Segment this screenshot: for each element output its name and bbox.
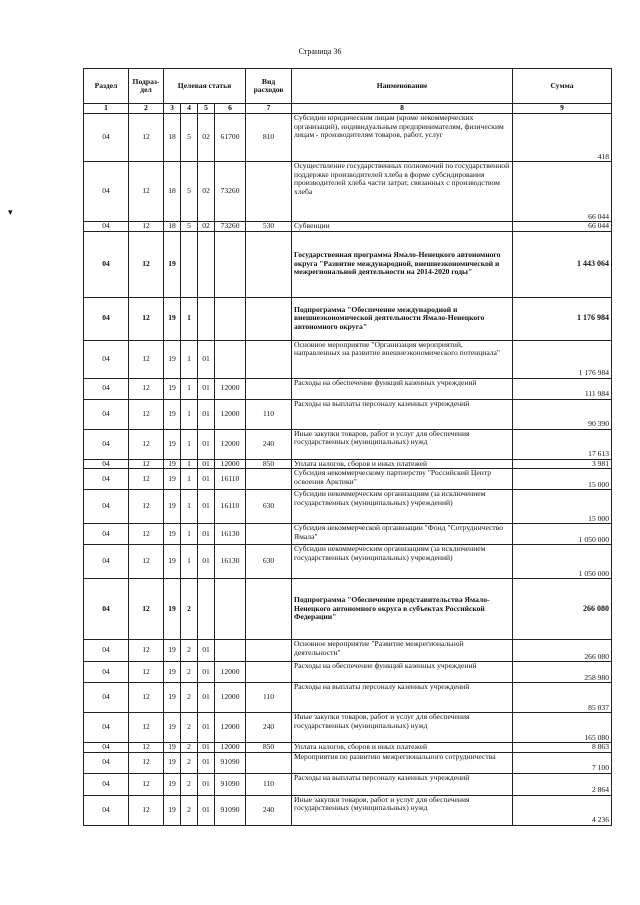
cell-direction: 73260 bbox=[215, 222, 246, 232]
cell-expense-type: 850 bbox=[246, 743, 292, 753]
cell-subprogram: 2 bbox=[181, 662, 198, 683]
cell-program: 18 bbox=[164, 114, 181, 162]
cell-activity: 01 bbox=[198, 459, 215, 469]
cell-name: Мероприятия по развитию межрегионального сотрудничества bbox=[292, 752, 513, 773]
column-number: 1 bbox=[84, 104, 129, 114]
cell-direction: 12000 bbox=[215, 743, 246, 753]
cell-expense-type bbox=[246, 579, 292, 640]
cell-expense-type bbox=[246, 469, 292, 490]
cell-direction: 12000 bbox=[215, 378, 246, 399]
cell-activity: 02 bbox=[198, 162, 215, 222]
cell-razdel: 04 bbox=[84, 222, 129, 232]
cell-program: 19 bbox=[164, 795, 181, 825]
cell-direction bbox=[215, 297, 246, 340]
cell-direction: 12000 bbox=[215, 683, 246, 713]
cell-subprogram: 1 bbox=[181, 399, 198, 429]
cell-expense-type bbox=[246, 640, 292, 662]
header-podrazdel: Подраз-дел bbox=[129, 69, 164, 104]
cell-name: Расходы на обеспечение функций казенных учреждений bbox=[292, 662, 513, 683]
cell-subprogram: 5 bbox=[181, 162, 198, 222]
cell-program: 19 bbox=[164, 399, 181, 429]
cell-direction: 12000 bbox=[215, 429, 246, 459]
cell-name: Расходы на выплаты персоналу казенных учреждений bbox=[292, 683, 513, 713]
cell-razdel: 04 bbox=[84, 297, 129, 340]
cell-activity: 01 bbox=[198, 340, 215, 378]
table-row bbox=[84, 752, 612, 773]
table-row bbox=[84, 222, 612, 232]
cell-activity: 01 bbox=[198, 469, 215, 490]
cell-subprogram: 2 bbox=[181, 752, 198, 773]
cell-razdel: 04 bbox=[84, 490, 129, 524]
cell-subprogram: 1 bbox=[181, 459, 198, 469]
cell-program: 19 bbox=[164, 579, 181, 640]
cell-expense-type bbox=[246, 297, 292, 340]
cell-name: Субвенции bbox=[292, 222, 513, 232]
table-row bbox=[84, 640, 612, 662]
page-number-label: Страница 36 bbox=[298, 47, 342, 56]
cell-name: Субсидии некоммерческим организациям (за исключением государственных (муниципальных) учреждений) bbox=[292, 545, 513, 579]
cell-activity: 01 bbox=[198, 773, 215, 795]
table-row bbox=[84, 524, 612, 545]
cell-program: 18 bbox=[164, 222, 181, 232]
cell-name: Расходы на обеспечение функций казенных учреждений bbox=[292, 378, 513, 399]
cell-razdel: 04 bbox=[84, 752, 129, 773]
column-numbers-row bbox=[84, 104, 612, 114]
cell-name: Иные закупки товаров, работ и услуг для обеспечения государственных (муниципальных) нужд bbox=[292, 713, 513, 743]
cell-subprogram: 1 bbox=[181, 297, 198, 340]
column-number: 5 bbox=[198, 104, 215, 114]
cell-activity: 02 bbox=[198, 222, 215, 232]
cell-sum: 1 443 064 bbox=[513, 231, 612, 297]
cell-direction: 12000 bbox=[215, 399, 246, 429]
cell-program: 19 bbox=[164, 469, 181, 490]
column-number: 7 bbox=[246, 104, 292, 114]
cell-subprogram: 1 bbox=[181, 469, 198, 490]
cell-program: 19 bbox=[164, 524, 181, 545]
cell-podrazdel: 12 bbox=[129, 340, 164, 378]
cell-expense-type: 530 bbox=[246, 222, 292, 232]
cell-sum: 90 390 bbox=[513, 399, 612, 429]
cell-expense-type bbox=[246, 524, 292, 545]
cell-razdel: 04 bbox=[84, 469, 129, 490]
table-row bbox=[84, 545, 612, 579]
cell-expense-type: 810 bbox=[246, 114, 292, 162]
cell-name: Иные закупки товаров, работ и услуг для обеспечения государственных (муниципальных) нужд bbox=[292, 429, 513, 459]
cell-name: Субсидия некоммерческому партнерству "Российский Центр освоения Арктики" bbox=[292, 469, 513, 490]
table-row bbox=[84, 683, 612, 713]
cell-activity: 01 bbox=[198, 662, 215, 683]
cell-subprogram: 2 bbox=[181, 713, 198, 743]
cell-program: 19 bbox=[164, 752, 181, 773]
cell-direction: 12000 bbox=[215, 459, 246, 469]
cell-direction bbox=[215, 340, 246, 378]
cell-activity: 01 bbox=[198, 713, 215, 743]
table-row bbox=[84, 795, 612, 825]
cell-name: Субсидии юридическим лицам (кроме некоммерческих организаций), индивидуальным предпринимателям, физическим лицам - производителям товаров, работ, услуг bbox=[292, 114, 513, 162]
cell-sum: 111 984 bbox=[513, 378, 612, 399]
table-row bbox=[84, 297, 612, 340]
cell-sum: 85 037 bbox=[513, 683, 612, 713]
cell-program: 19 bbox=[164, 662, 181, 683]
cell-activity: 01 bbox=[198, 490, 215, 524]
cell-activity: 01 bbox=[198, 545, 215, 579]
cell-expense-type: 110 bbox=[246, 773, 292, 795]
budget-table bbox=[83, 68, 612, 826]
cell-program: 19 bbox=[164, 640, 181, 662]
cell-direction bbox=[215, 579, 246, 640]
cell-program: 19 bbox=[164, 297, 181, 340]
cell-podrazdel: 12 bbox=[129, 524, 164, 545]
header-razdel: Раздел bbox=[84, 69, 129, 104]
cell-name: Уплата налогов, сборов и иных платежей bbox=[292, 459, 513, 469]
cell-sum: 2 864 bbox=[513, 773, 612, 795]
cell-expense-type: 630 bbox=[246, 545, 292, 579]
table-row bbox=[84, 378, 612, 399]
cell-name: Иные закупки товаров, работ и услуг для обеспечения государственных (муниципальных) нужд bbox=[292, 795, 513, 825]
cell-program: 19 bbox=[164, 429, 181, 459]
cell-activity: 01 bbox=[198, 640, 215, 662]
cell-program: 19 bbox=[164, 683, 181, 713]
cell-name: Осуществление государственных полномочий по государственной поддержке производителей хлеба в форме субсидирования производителей хлеба части затрат, связанных с производством хлеба bbox=[292, 162, 513, 222]
cell-podrazdel: 12 bbox=[129, 490, 164, 524]
table-row bbox=[84, 162, 612, 222]
cell-expense-type: 240 bbox=[246, 429, 292, 459]
cell-expense-type: 240 bbox=[246, 795, 292, 825]
cell-subprogram: 1 bbox=[181, 545, 198, 579]
header-sum: Сумма bbox=[513, 69, 612, 104]
cell-razdel: 04 bbox=[84, 683, 129, 713]
cell-program: 19 bbox=[164, 490, 181, 524]
column-number: 8 bbox=[292, 104, 513, 114]
cell-activity: 01 bbox=[198, 752, 215, 773]
cell-razdel: 04 bbox=[84, 399, 129, 429]
cell-activity bbox=[198, 297, 215, 340]
table-row bbox=[84, 399, 612, 429]
cell-sum: 418 bbox=[513, 114, 612, 162]
table-row bbox=[84, 743, 612, 753]
cell-expense-type bbox=[246, 231, 292, 297]
cell-direction: 12000 bbox=[215, 713, 246, 743]
cell-direction: 16130 bbox=[215, 545, 246, 579]
header-target-article: Целевая статья bbox=[164, 69, 246, 104]
cell-activity: 01 bbox=[198, 378, 215, 399]
column-number: 2 bbox=[129, 104, 164, 114]
cell-sum: 8 863 bbox=[513, 743, 612, 753]
cell-program: 19 bbox=[164, 459, 181, 469]
cell-razdel: 04 bbox=[84, 114, 129, 162]
column-number: 3 bbox=[164, 104, 181, 114]
cell-sum: 258 980 bbox=[513, 662, 612, 683]
cell-razdel: 04 bbox=[84, 545, 129, 579]
cell-activity: 01 bbox=[198, 743, 215, 753]
cell-activity: 01 bbox=[198, 524, 215, 545]
cell-expense-type bbox=[246, 752, 292, 773]
cell-subprogram bbox=[181, 231, 198, 297]
cell-subprogram: 1 bbox=[181, 524, 198, 545]
cell-podrazdel: 12 bbox=[129, 429, 164, 459]
cell-direction bbox=[215, 231, 246, 297]
cell-subprogram: 1 bbox=[181, 340, 198, 378]
cell-direction: 12000 bbox=[215, 662, 246, 683]
cell-podrazdel: 12 bbox=[129, 713, 164, 743]
column-number: 6 bbox=[215, 104, 246, 114]
cell-name: Подпрограмма "Обеспечение международной и внешнеэкономической деятельности Ямало-Ненецкого автономного округа" bbox=[292, 297, 513, 340]
cell-podrazdel: 12 bbox=[129, 162, 164, 222]
header-name: Наименование bbox=[292, 69, 513, 104]
cell-razdel: 04 bbox=[84, 640, 129, 662]
cell-activity: 01 bbox=[198, 429, 215, 459]
cell-sum: 1 176 984 bbox=[513, 340, 612, 378]
cell-name: Расходы на выплаты персоналу казенных учреждений bbox=[292, 773, 513, 795]
cell-podrazdel: 12 bbox=[129, 545, 164, 579]
cell-razdel: 04 bbox=[84, 459, 129, 469]
cell-sum: 3 981 bbox=[513, 459, 612, 469]
cell-razdel: 04 bbox=[84, 340, 129, 378]
cell-direction: 73260 bbox=[215, 162, 246, 222]
cell-activity: 01 bbox=[198, 683, 215, 713]
table-row bbox=[84, 469, 612, 490]
table-row bbox=[84, 579, 612, 640]
table-row bbox=[84, 231, 612, 297]
cell-direction: 16130 bbox=[215, 524, 246, 545]
cell-activity: 01 bbox=[198, 795, 215, 825]
cell-name: Государственная программа Ямало-Ненецкого автономного округа "Развитие международной, внешнеэкономической и межрегиональной деятельности на 2014-2020 годы" bbox=[292, 231, 513, 297]
cell-sum: 266 080 bbox=[513, 640, 612, 662]
cell-podrazdel: 12 bbox=[129, 469, 164, 490]
cell-name: Субсидии некоммерческим организациям (за исключением государственных (муниципальных) учреждений) bbox=[292, 490, 513, 524]
cell-podrazdel: 12 bbox=[129, 752, 164, 773]
cell-program: 18 bbox=[164, 162, 181, 222]
cell-sum: 7 100 bbox=[513, 752, 612, 773]
cell-podrazdel: 12 bbox=[129, 399, 164, 429]
cell-sum: 4 236 bbox=[513, 795, 612, 825]
cell-podrazdel: 12 bbox=[129, 773, 164, 795]
cell-name: Подпрограмма "Обеспечение представительства Ямало-Ненецкого автономного округа в субъектах Российской Федерации" bbox=[292, 579, 513, 640]
cell-name: Основное мероприятие "Организация мероприятий, направленных на развитие внешнеэкономического потенциала" bbox=[292, 340, 513, 378]
cell-expense-type bbox=[246, 378, 292, 399]
cell-podrazdel: 12 bbox=[129, 683, 164, 713]
cell-expense-type bbox=[246, 662, 292, 683]
cell-program: 19 bbox=[164, 231, 181, 297]
cell-sum: 17 613 bbox=[513, 429, 612, 459]
cell-activity: 02 bbox=[198, 114, 215, 162]
cell-expense-type bbox=[246, 162, 292, 222]
margin-mark: ▾ bbox=[8, 207, 13, 217]
cell-podrazdel: 12 bbox=[129, 459, 164, 469]
cell-direction: 61700 bbox=[215, 114, 246, 162]
table-row bbox=[84, 114, 612, 162]
cell-subprogram: 2 bbox=[181, 743, 198, 753]
table-row bbox=[84, 340, 612, 378]
cell-subprogram: 1 bbox=[181, 378, 198, 399]
cell-podrazdel: 12 bbox=[129, 662, 164, 683]
cell-podrazdel: 12 bbox=[129, 579, 164, 640]
cell-name: Расходы на выплаты персоналу казенных учреждений bbox=[292, 399, 513, 429]
cell-program: 19 bbox=[164, 773, 181, 795]
cell-subprogram: 2 bbox=[181, 795, 198, 825]
cell-razdel: 04 bbox=[84, 743, 129, 753]
cell-razdel: 04 bbox=[84, 524, 129, 545]
cell-podrazdel: 12 bbox=[129, 222, 164, 232]
cell-activity: 01 bbox=[198, 399, 215, 429]
cell-podrazdel: 12 bbox=[129, 114, 164, 162]
cell-subprogram: 2 bbox=[181, 579, 198, 640]
cell-razdel: 04 bbox=[84, 662, 129, 683]
table-row bbox=[84, 662, 612, 683]
cell-subprogram: 2 bbox=[181, 640, 198, 662]
cell-program: 19 bbox=[164, 713, 181, 743]
cell-sum: 1 050 000 bbox=[513, 545, 612, 579]
cell-subprogram: 5 bbox=[181, 114, 198, 162]
cell-razdel: 04 bbox=[84, 795, 129, 825]
cell-expense-type: 240 bbox=[246, 713, 292, 743]
cell-expense-type: 110 bbox=[246, 399, 292, 429]
cell-program: 19 bbox=[164, 743, 181, 753]
cell-subprogram: 2 bbox=[181, 683, 198, 713]
cell-razdel: 04 bbox=[84, 231, 129, 297]
cell-sum: 15 000 bbox=[513, 469, 612, 490]
cell-name: Основное мероприятие "Развитие межрегиональной деятельности" bbox=[292, 640, 513, 662]
cell-program: 19 bbox=[164, 545, 181, 579]
cell-sum: 266 080 bbox=[513, 579, 612, 640]
table-body bbox=[84, 114, 612, 826]
cell-podrazdel: 12 bbox=[129, 795, 164, 825]
cell-expense-type: 110 bbox=[246, 683, 292, 713]
cell-sum: 66 044 bbox=[513, 162, 612, 222]
cell-sum: 1 176 984 bbox=[513, 297, 612, 340]
cell-program: 19 bbox=[164, 340, 181, 378]
cell-razdel: 04 bbox=[84, 378, 129, 399]
cell-direction: 91090 bbox=[215, 773, 246, 795]
table-row bbox=[84, 713, 612, 743]
cell-sum: 1 050 000 bbox=[513, 524, 612, 545]
cell-direction: 91090 bbox=[215, 752, 246, 773]
cell-razdel: 04 bbox=[84, 162, 129, 222]
cell-subprogram: 5 bbox=[181, 222, 198, 232]
cell-direction: 91090 bbox=[215, 795, 246, 825]
cell-expense-type bbox=[246, 340, 292, 378]
cell-subprogram: 2 bbox=[181, 773, 198, 795]
cell-podrazdel: 12 bbox=[129, 743, 164, 753]
cell-program: 19 bbox=[164, 378, 181, 399]
cell-podrazdel: 12 bbox=[129, 297, 164, 340]
cell-sum: 165 080 bbox=[513, 713, 612, 743]
cell-podrazdel: 12 bbox=[129, 378, 164, 399]
cell-razdel: 04 bbox=[84, 773, 129, 795]
cell-subprogram: 1 bbox=[181, 429, 198, 459]
cell-razdel: 04 bbox=[84, 429, 129, 459]
cell-activity bbox=[198, 579, 215, 640]
cell-activity bbox=[198, 231, 215, 297]
cell-expense-type: 850 bbox=[246, 459, 292, 469]
table-row bbox=[84, 429, 612, 459]
cell-sum: 66 044 bbox=[513, 222, 612, 232]
header-row bbox=[84, 69, 612, 104]
cell-expense-type: 630 bbox=[246, 490, 292, 524]
cell-podrazdel: 12 bbox=[129, 231, 164, 297]
cell-direction: 16110 bbox=[215, 469, 246, 490]
cell-podrazdel: 12 bbox=[129, 640, 164, 662]
table-row bbox=[84, 490, 612, 524]
cell-sum: 15 000 bbox=[513, 490, 612, 524]
column-number: 9 bbox=[513, 104, 612, 114]
header-expense-type: Вид расходов bbox=[246, 69, 292, 104]
cell-razdel: 04 bbox=[84, 713, 129, 743]
table-row bbox=[84, 773, 612, 795]
cell-name: Уплата налогов, сборов и иных платежей bbox=[292, 743, 513, 753]
cell-direction: 16110 bbox=[215, 490, 246, 524]
cell-direction bbox=[215, 640, 246, 662]
column-number: 4 bbox=[181, 104, 198, 114]
cell-subprogram: 1 bbox=[181, 490, 198, 524]
cell-razdel: 04 bbox=[84, 579, 129, 640]
cell-name: Субсидия некоммерческой организации "Фонд "Сотрудничество Ямала" bbox=[292, 524, 513, 545]
